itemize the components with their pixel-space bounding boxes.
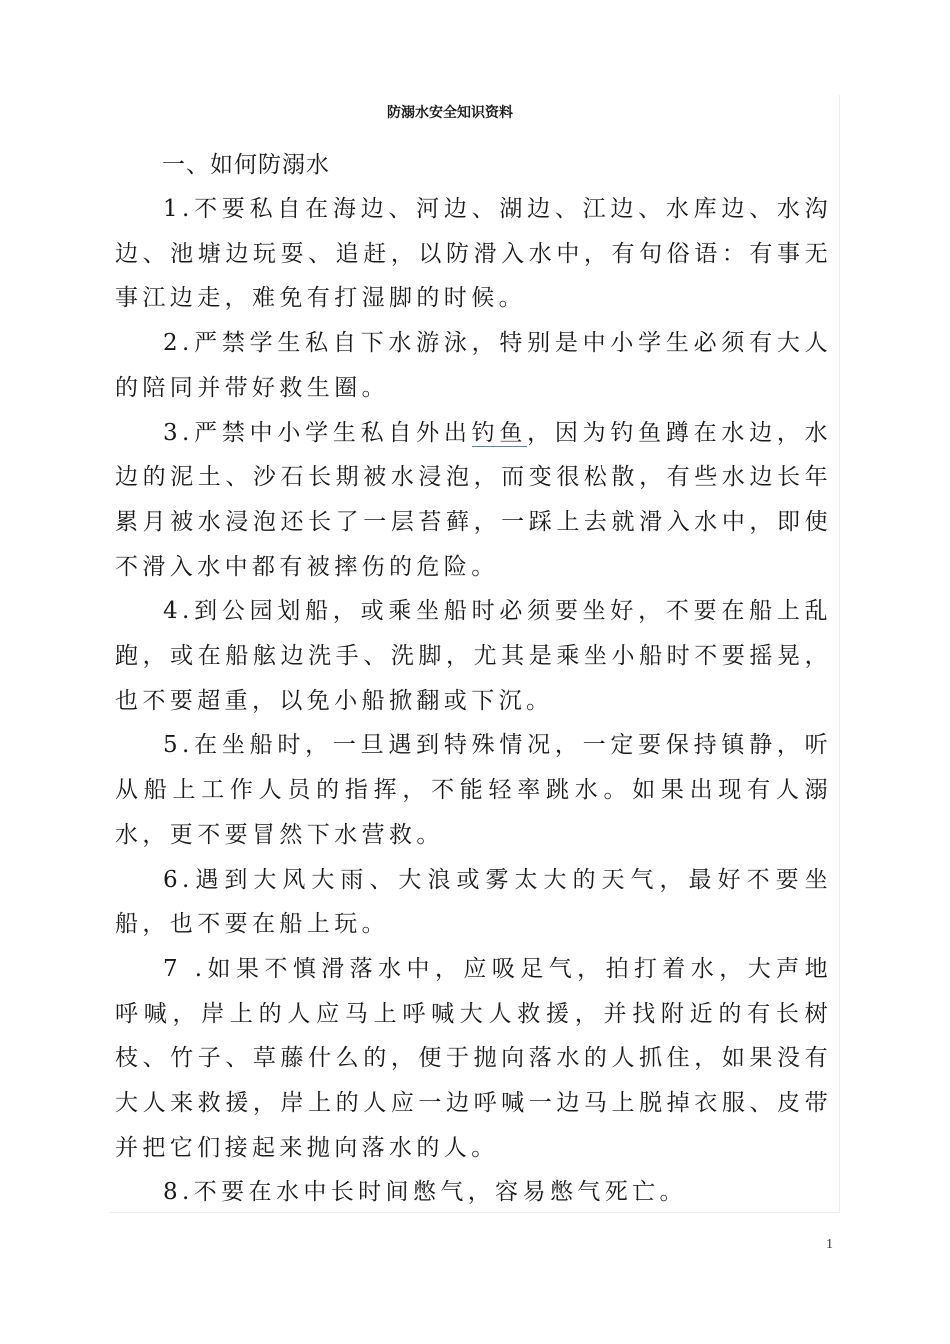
document-title	[0, 102, 950, 122]
paragraph-7: 7 .如果不慎滑落水中，应吸足气，拍打着水，大声地呼喊，岸上的人应马上呼喊大人救援，并找附近的有长树枝、竹子、草藤什么的，便于抛向落水的人抓住，如果没有大人来救援，岸上的人应一边呼喊一边马上脱掉衣服、皮带并把它们接起来抛向落水的人。	[115, 955, 832, 1161]
underlined-word-link[interactable]: 钓鱼	[471, 419, 528, 446]
paragraph-2: 2.严禁学生私自下水游泳，特别是中小学生必须有大人的陪同并带好救生圈。	[115, 330, 832, 401]
document-body	[115, 187, 832, 1215]
paragraph-3-end: ，因为钓鱼蹲在水边，水边的泥土、沙石长期被水浸泡，而变很松散，有些水边长年累月被水浸泡还长了一层苔藓，一踩上去就滑入水中，即使不滑入水中都有被摔伤的危险。	[115, 419, 832, 580]
document-title-text: 防溺水安全知识资料	[387, 105, 513, 121]
paragraph-8: 8.不要在水中长时间憋气，容易憋气死亡。	[163, 1179, 687, 1206]
paragraph-4: 4.到公园划船，或乘坐船时必须要坐好，不要在船上乱跑，或在船舷边洗手、洗脚，尤其是乘坐小船时不要摇晃，也不要超重，以免小船掀翻或下沉。	[115, 598, 832, 714]
paragraph-3	[115, 411, 832, 590]
paragraph-1: 1.不要私自在海边、河边、湖边、江边、水库边、水沟边、池塘边玩耍、追赶，以防滑入水中，有句俗语：有事无事江边走，难免有打湿脚的时候。	[115, 196, 832, 312]
paragraph-5: 5.在坐船时，一旦遇到特殊情况，一定要保持镇静，听从船上工作人员的指挥，不能轻率跳水。如果出现有人溺水，更不要冒然下水营救。	[115, 732, 832, 848]
paragraph-6: 6.遇到大风大雨、大浪或雾太大的天气，最好不要坐船，也不要在船上玩。	[115, 866, 832, 938]
page-number: 1	[826, 1237, 833, 1252]
section-heading: 一、如何防溺水	[162, 152, 330, 178]
paragraph-3-start: 3.严禁中小学生私自外出	[163, 419, 472, 446]
